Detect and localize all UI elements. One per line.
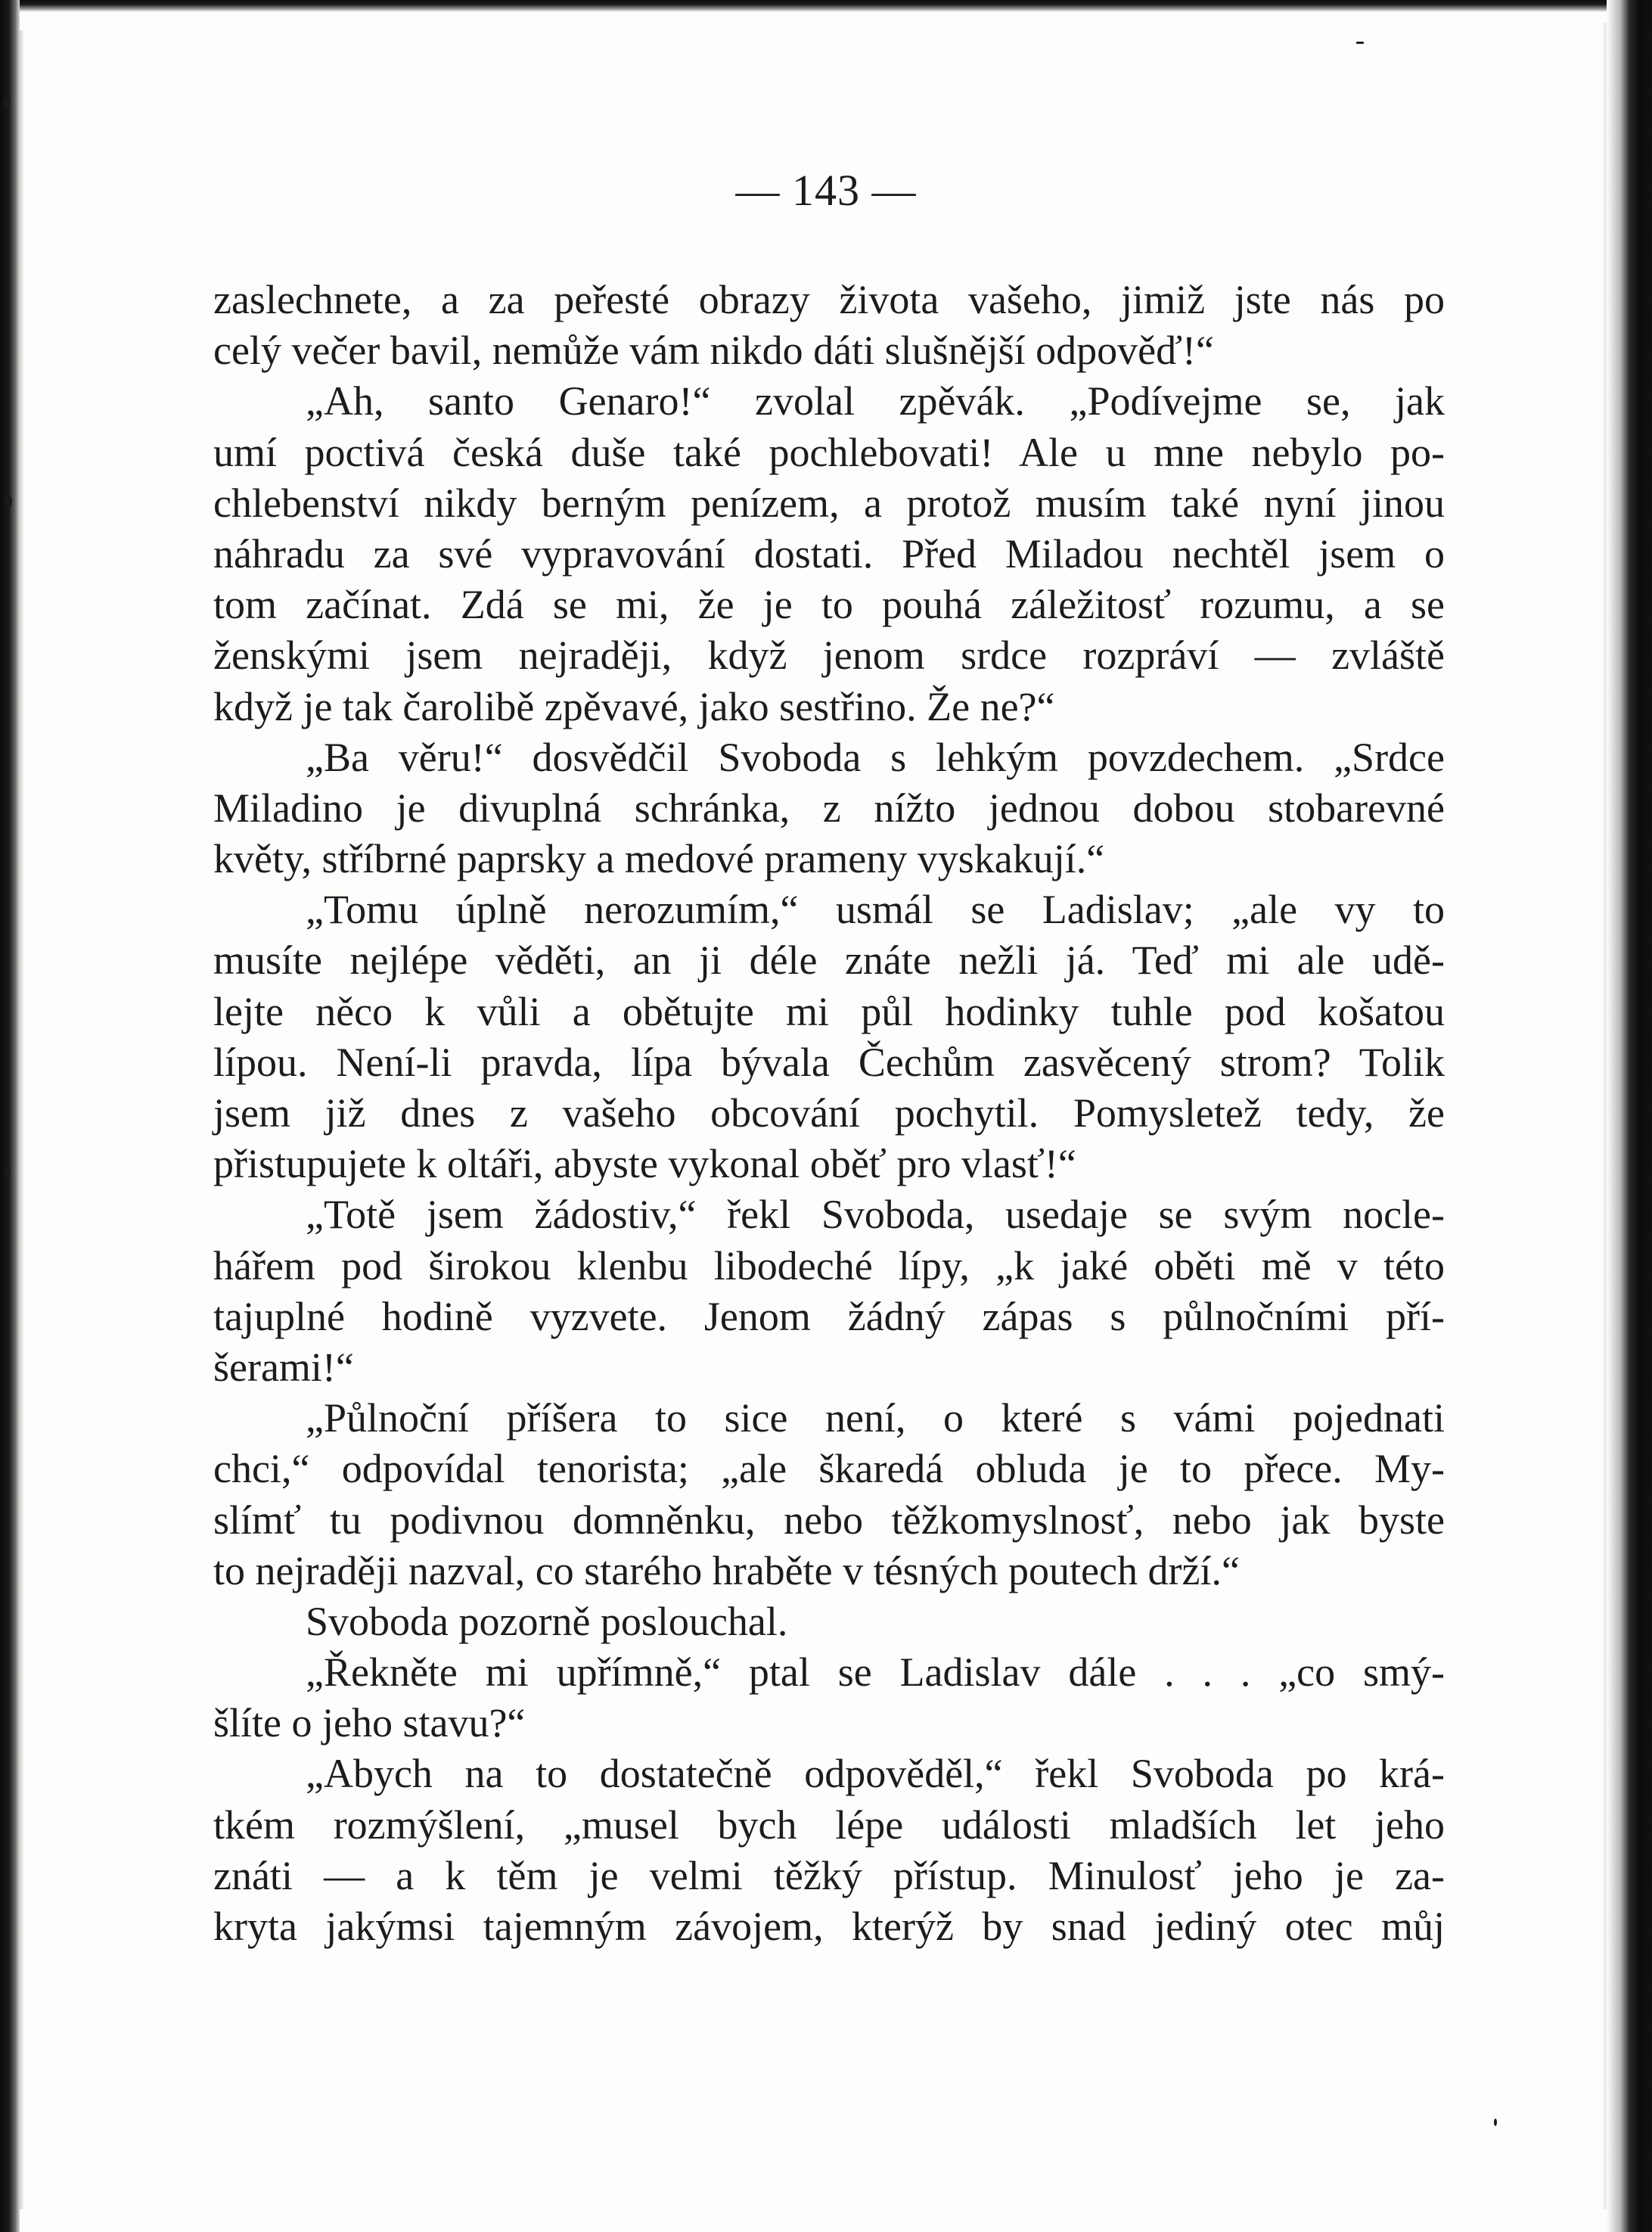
text-line: znáti — a k těm je velmi těžký přístup. Minulosť jeho je za- [213, 1852, 1445, 1898]
page-right-edge [1607, 0, 1652, 2232]
text-line: chci,“ odpovídal tenorista; „ale škaredá obluda je to přece. My- [213, 1446, 1445, 1492]
text-line: když je tak čarolibě zpěvavé, jako sestřino. Že ne?“ [213, 683, 1055, 729]
text-line: „Půlnoční příšera to sice není, o které s vámi pojednati [306, 1395, 1445, 1441]
text-line: kryta jakýmsi tajemným závojem, kterýž by snad jediný otec můj [213, 1904, 1445, 1949]
text-line: slímť tu podivnou domněnku, nebo těžkomyslnosť, nebo jak byste [213, 1497, 1445, 1543]
text-line: ženskými jsem nejraději, když jenom srdce rozpráví — zvláště [213, 633, 1445, 679]
page-left-shadow [20, 30, 24, 2209]
text-line: celý večer bavil, nemůže vám nikdo dáti slušnější odpověď!“ [213, 328, 1214, 374]
text-line: zaslechnete, a za peřesté obrazy života vašeho, jimiž jste nás po [213, 277, 1445, 322]
text-line: „Totě jsem žádostiv,“ řekl Svoboda, usedaje se svým nocle- [306, 1192, 1445, 1238]
text-line: „Ba věru!“ dosvědčil Svoboda s lehkým povzdechem. „Srdce [306, 734, 1445, 780]
scan-speck [4, 1169, 10, 1178]
scan-speck [1494, 2119, 1497, 2126]
text-line: hářem pod širokou klenbu libodeché lípy, „k jaké oběti mě v této [213, 1242, 1445, 1289]
text-line: květy, stříbrné paprsky a medové prameny vyskakují.“ [213, 836, 1105, 882]
text-line: lejte něco k vůli a obětujte mi půl hodinky tuhle pod košatou [213, 988, 1445, 1034]
text-line: to nejraději nazval, co starého hraběte v tésných poutech drží.“ [213, 1547, 1240, 1593]
text-line: umí poctivá česká duše také pochlebovati! Ale u mne nebylo po- [213, 429, 1445, 475]
text-line: „Tomu úplně nerozumím,“ usmál se Ladislav; „ale vy to [306, 887, 1445, 933]
text-line: tom začínat. Zdá se mi, že je to pouhá záležitosť rozumu, a se [213, 582, 1445, 628]
text-line: chlebenství nikdy berným penízem, a protož musím také nyní jinou [213, 480, 1445, 526]
text-line: „Ah, santo Genaro!“ zvolal zpěvák. „Podívejme se, jak [306, 378, 1445, 424]
text-line: Miladino je divuplná schránka, z nížto jednou dobou stobarevné [213, 785, 1445, 831]
text-line: „Abych na to dostatečně odpověděl,“ řekl Svoboda po krá- [306, 1751, 1445, 1797]
text-line: „Řekněte mi upřímně,“ ptal se Ladislav dále . . . „co smý- [306, 1649, 1445, 1696]
text-line: Svoboda pozorně poslouchal. [306, 1598, 788, 1644]
page-top-edge [0, 0, 1652, 12]
body-text [213, 275, 1445, 1952]
text-line: musíte nejlépe věděti, an ji déle znáte nežli já. Teď mi ale udě- [213, 937, 1445, 984]
text-line: přistupujete k oltáři, abyste vykonal oběť pro vlasť!“ [213, 1141, 1076, 1187]
scan-speck [1356, 42, 1364, 44]
page-right-shadow [1602, 23, 1607, 2209]
text-line: šerami!“ [213, 1344, 354, 1390]
text-line: tkém rozmýšlení, „musel bych lépe události mladších let jeho [213, 1801, 1445, 1848]
text-line: lípou. Není-li pravda, lípa bývala Čechům zasvěcený strom? Tolik [213, 1039, 1445, 1085]
page-number: — 143 — [735, 166, 917, 215]
scan-speck [3, 97, 10, 107]
scan-speck [5, 496, 12, 508]
text-line: jsem již dnes z vašeho obcování pochytil. Pomysletež tedy, že [213, 1090, 1445, 1136]
text-line: šlíte o jeho stavu?“ [213, 1700, 526, 1746]
text-line: tajuplné hodině vyzvete. Jenom žádný zápas s půlnočními pří- [213, 1293, 1445, 1339]
text-line: náhradu za své vypravování dostati. Před Miladou nechtěl jsem o [213, 530, 1445, 577]
page-left-edge [0, 0, 20, 2232]
